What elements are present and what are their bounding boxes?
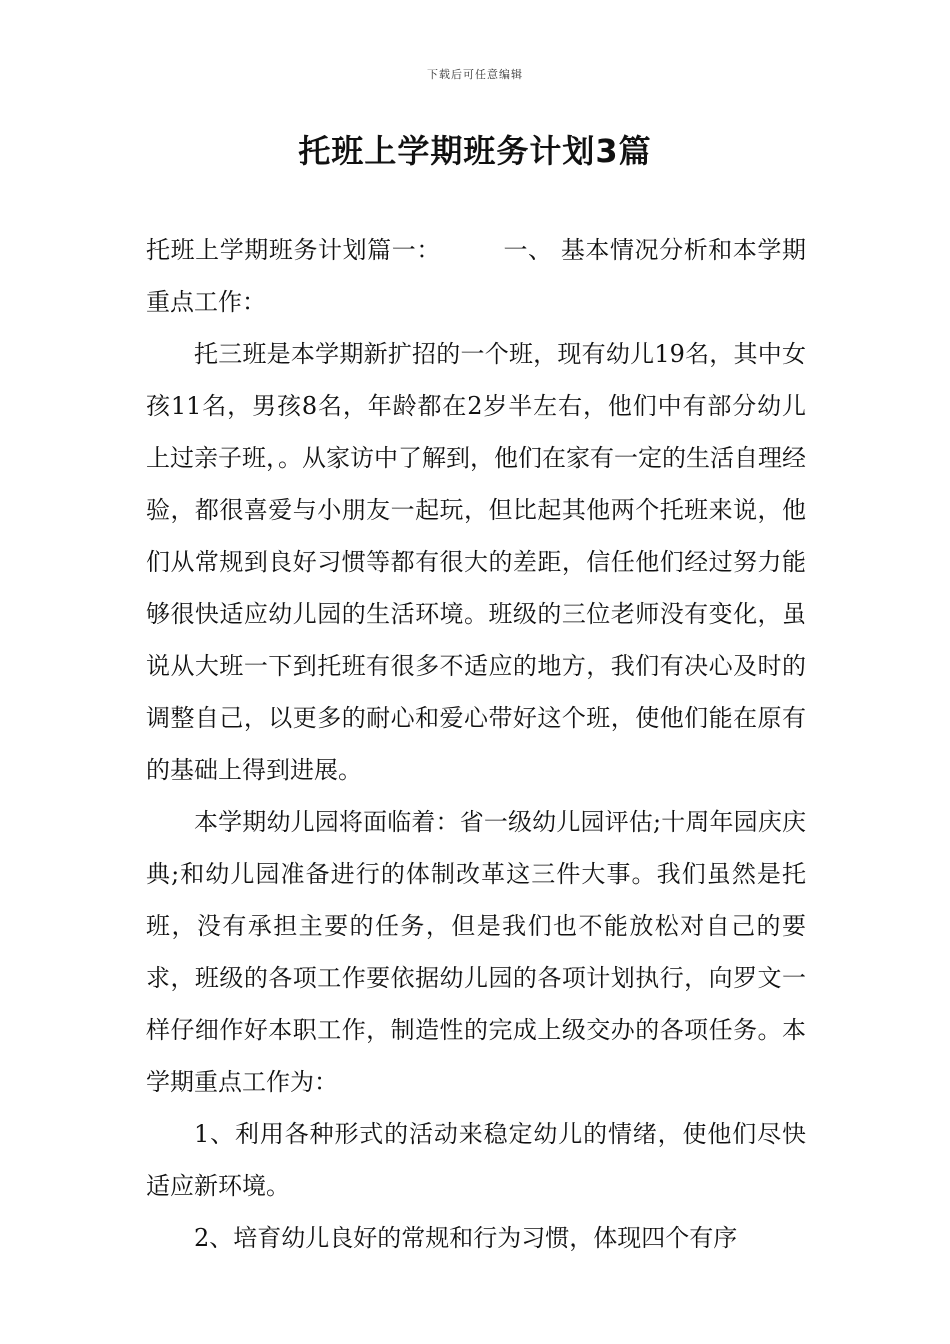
document-title: 托班上学期班务计划3篇 bbox=[298, 132, 652, 170]
paragraph-task-2: 2、培育幼儿良好的常规和行为习惯，体现四个有序 bbox=[194, 1224, 738, 1252]
paragraph-class-overview: 托三班是本学期新扩招的一个班，现有幼儿19名，其中女孩11名，男孩8名，年龄都在2岁半左右，他们中有部分幼儿上过亲子班，。从家访中了解到，他们在家有一定的生活自理经验，都很喜爱与小朋友一起玩，但比起其他两个托班来说，他们从常规到良好习惯等都有很大的差距，信任他们经过努力能够很快适应幼儿园的生活环境。班级的三位老师没有变化，虽说从大班一下到托班有很多不适应的地方，我们有决心及时的调整自己，以更多的耐心和爱心带好这个班，使他们能在原有的基础上得到进展。 bbox=[146, 340, 806, 784]
intro-paragraph bbox=[146, 224, 806, 328]
intro-heading: 托班上学期班务计划篇一： bbox=[146, 236, 441, 264]
document-body bbox=[146, 224, 806, 1264]
paragraph-semester-events: 本学期幼儿园将面临着：省一级幼儿园评估;十周年园庆庆典;和幼儿园准备进行的体制改革这三件大事。我们虽然是托班，没有承担主要的任务，但是我们也不能放松对自己的要求，班级的各项工作要依据幼儿园的各项计划执行，向罗文一样仔细作好本职工作，制造性的完成上级交办的各项任务。本学期重点工作为： bbox=[146, 808, 806, 1096]
intro-section-heading: 一、 基本情况分析和本学期重点工作： bbox=[146, 236, 807, 316]
header-note: 下载后可任意编辑 bbox=[427, 68, 523, 81]
paragraph-task-1: 1、利用各种形式的活动来稳定幼儿的情绪，使他们尽快适应新环境。 bbox=[146, 1120, 806, 1200]
